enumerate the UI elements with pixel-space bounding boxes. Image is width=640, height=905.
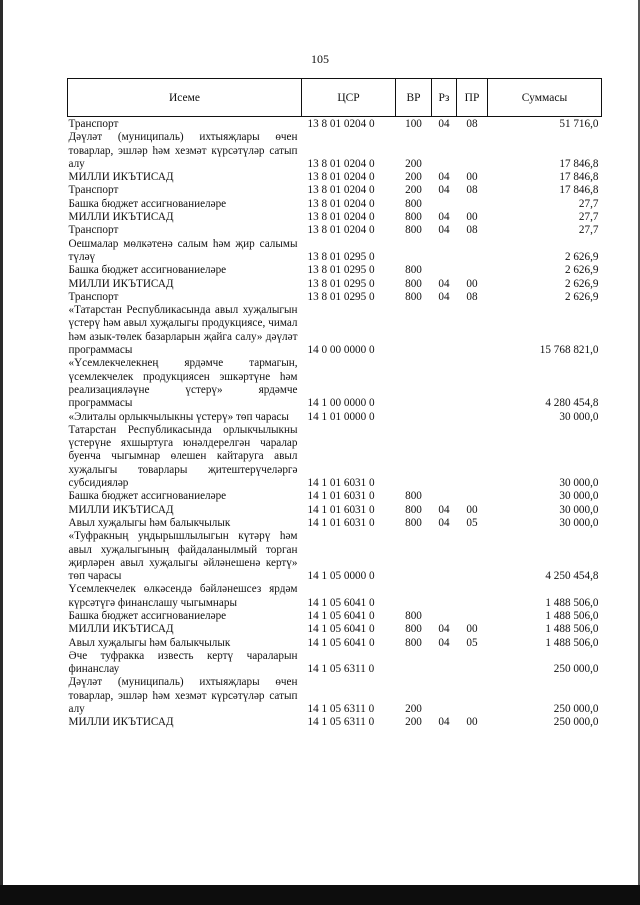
cell-vr: 800: [405, 623, 422, 636]
cell-name: Транспорт: [68, 290, 119, 303]
cell-name: Татарстан Республикасында орлыкчылыкны үстерүне яхшыртуга юнәлдерелгән чаралар буенча чыгымнар өлешен кайтаруга авыл хуҗалыгы товарлары җитештерүчеләргә субсидияләр: [68, 423, 298, 490]
table-row: [68, 530, 602, 583]
cell-pr: 08: [466, 224, 478, 237]
cell-sum: 27,7: [578, 211, 599, 224]
cell-pr: 00: [466, 277, 478, 290]
cell-rz: 04: [438, 184, 450, 197]
cell-csr: 13 8 01 0295 0: [307, 290, 375, 303]
header-pr: ПР: [457, 79, 488, 117]
header-csr: ЦСР: [302, 79, 396, 117]
table-row: [68, 238, 602, 265]
table-row: [68, 291, 602, 304]
cell-vr: 800: [405, 516, 422, 529]
cell-sum: 250 000,0: [553, 716, 599, 729]
cell-pr: [457, 238, 488, 265]
cell-sum: 2 626,9: [564, 250, 599, 263]
cell-vr: 800: [405, 277, 422, 290]
cell-pr: 00: [466, 503, 478, 516]
cell-csr: 14 1 05 6311 0: [307, 663, 375, 676]
cell-rz: 04: [438, 516, 450, 529]
cell-pr: [457, 583, 488, 610]
cell-rz: [432, 357, 457, 410]
cell-vr: 200: [405, 703, 422, 716]
cell-name: Авыл хуҗалыгы һәм балыкчылык: [68, 636, 231, 649]
table-row: [68, 184, 602, 197]
cell-vr: 800: [405, 290, 422, 303]
cell-rz: [432, 424, 457, 490]
cell-sum: 30 000,0: [559, 503, 599, 516]
cell-csr: 14 1 05 0000 0: [307, 570, 375, 583]
cell-pr: [457, 676, 488, 716]
cell-csr: 14 1 01 6031 0: [307, 490, 375, 503]
cell-rz: [432, 238, 457, 265]
cell-rz: 04: [438, 503, 450, 516]
cell-pr: 00: [466, 716, 478, 729]
cell-vr: 200: [405, 157, 422, 170]
cell-pr: 08: [466, 290, 478, 303]
cell-name: МИЛЛИ ИКЪТИСАД: [68, 503, 174, 516]
table-row: [68, 676, 602, 716]
cell-sum: 30 000,0: [559, 516, 599, 529]
table-row: [68, 264, 602, 277]
cell-rz: 04: [438, 623, 450, 636]
scan-edge-left: [0, 0, 3, 905]
cell-name: Транспорт: [68, 118, 119, 130]
cell-csr: 14 1 05 6041 0: [307, 623, 375, 636]
cell-name: Әче туфракка известь кертү чараларын финанслау: [68, 649, 298, 676]
cell-sum: 250 000,0: [553, 703, 599, 716]
cell-name: Дәүләт (муниципаль) ихтыяҗлары өчен товарлар, эшләр һәм хезмәт күрсәтүләр сатып алу: [68, 131, 298, 170]
cell-name: МИЛЛИ ИКЪТИСАД: [68, 277, 174, 290]
cell-rz: [432, 131, 457, 171]
table-row: [68, 411, 602, 424]
table-row: [68, 716, 602, 729]
cell-pr: 00: [466, 171, 478, 184]
table-row: [68, 357, 602, 410]
cell-name: «Татарстан Республикасында авыл хуҗалыгын үстерү һәм авыл хуҗалыгы продукциясе, чимал һәм азык-төлек базарларын җайга салу» дәүләт программасы: [68, 304, 298, 357]
cell-csr: 14 1 05 6041 0: [307, 596, 375, 609]
cell-name: «Туфракның уңдырышлылыгын күтәрү һәм авыл хуҗалыгының файдаланылмый торган җирләрен авыл хуҗалыгы әйләнешенә кертү» төп чарасы: [68, 530, 298, 583]
cell-csr: 13 8 01 0204 0: [307, 118, 375, 130]
cell-rz: 04: [438, 290, 450, 303]
cell-pr: 08: [466, 184, 478, 197]
cell-name: Үсемлекчелек өлкәсендә бәйләнешсез ярдәм күрсәтүгә финанслашу чыгымнары: [68, 583, 298, 609]
cell-sum: 4 250 454,8: [545, 570, 599, 583]
cell-vr: [396, 583, 432, 610]
cell-csr: 14 1 01 6031 0: [307, 503, 375, 516]
table-row: [68, 304, 602, 357]
cell-vr: 100: [405, 118, 422, 130]
cell-name: Дәүләт (муниципаль) ихтыяҗлары өчен товарлар, эшләр һәм хезмәт күрсәтүләр сатып алу: [68, 676, 298, 716]
cell-pr: 08: [466, 118, 478, 130]
table-row: [68, 623, 602, 636]
cell-sum: 4 280 454,8: [545, 397, 599, 410]
cell-name: «Үсемлекчелекнең ярдәмче тармагын, үсемлекчелек продукциясен эшкәртүне һәм реализацияләүне үстерү» ярдәмче программасы: [68, 357, 298, 410]
cell-csr: 13 8 01 0295 0: [307, 264, 375, 277]
cell-vr: 800: [405, 490, 422, 503]
cell-csr: 14 1 01 6031 0: [307, 516, 375, 529]
table-row: [68, 211, 602, 224]
cell-sum: 27,7: [578, 197, 599, 210]
cell-pr: 05: [466, 516, 478, 529]
cell-vr: 200: [405, 716, 422, 729]
cell-sum: 2 626,9: [564, 277, 599, 290]
cell-name: Башка бюджет ассигнованиеләре: [68, 609, 227, 622]
cell-rz: 04: [438, 224, 450, 237]
cell-sum: 30 000,0: [559, 410, 599, 423]
table-row: [68, 117, 602, 132]
cell-csr: 13 8 01 0204 0: [307, 171, 375, 184]
cell-vr: 200: [405, 171, 422, 184]
cell-sum: 1 488 506,0: [545, 609, 599, 622]
cell-sum: 27,7: [578, 224, 599, 237]
cell-vr: 800: [405, 503, 422, 516]
cell-vr: [396, 530, 432, 583]
table-row: [68, 504, 602, 517]
cell-name: Башка бюджет ассигнованиеләре: [68, 490, 227, 503]
cell-name: Транспорт: [68, 224, 119, 237]
table-row: [68, 198, 602, 211]
table-row: [68, 131, 602, 171]
header-sum: Суммасы: [488, 79, 602, 117]
cell-csr: 13 8 01 0295 0: [307, 250, 375, 263]
cell-name: Оешмалар мөлкәтенә салым һәм җир салымы түләү: [68, 237, 298, 263]
cell-rz: 04: [438, 118, 450, 130]
cell-sum: 17 846,8: [559, 184, 599, 197]
page-number: 105: [311, 52, 329, 66]
cell-pr: [457, 490, 488, 503]
cell-sum: 1 488 506,0: [545, 623, 599, 636]
cell-sum: 17 846,8: [559, 157, 599, 170]
cell-name: МИЛЛИ ИКЪТИСАД: [68, 623, 174, 636]
cell-pr: [457, 198, 488, 211]
cell-pr: 00: [466, 211, 478, 224]
cell-rz: 04: [438, 211, 450, 224]
table-row: [68, 650, 602, 677]
cell-pr: [457, 304, 488, 357]
cell-sum: 1 488 506,0: [545, 596, 599, 609]
cell-csr: 14 1 05 6041 0: [307, 609, 375, 622]
cell-csr: 13 8 01 0204 0: [307, 184, 375, 197]
cell-sum: 51 716,0: [559, 118, 599, 130]
cell-sum: 15 768 821,0: [539, 344, 599, 357]
cell-vr: 800: [405, 264, 422, 277]
table-row: [68, 583, 602, 610]
cell-csr: 13 8 01 0295 0: [307, 277, 375, 290]
cell-rz: [432, 264, 457, 277]
cell-vr: 800: [405, 609, 422, 622]
table-row: [68, 224, 602, 237]
cell-csr: 14 1 05 6311 0: [307, 703, 375, 716]
table-row: [68, 424, 602, 490]
cell-vr: [396, 357, 432, 410]
table-row: [68, 278, 602, 291]
cell-pr: [457, 264, 488, 277]
cell-vr: 800: [405, 224, 422, 237]
cell-rz: [432, 676, 457, 716]
cell-rz: [432, 411, 457, 424]
cell-name: МИЛЛИ ИКЪТИСАД: [68, 171, 174, 184]
cell-pr: [457, 131, 488, 171]
cell-csr: 13 8 01 0204 0: [307, 197, 375, 210]
cell-csr: 13 8 01 0204 0: [307, 157, 375, 170]
cell-csr: 13 8 01 0204 0: [307, 224, 375, 237]
table-row: [68, 171, 602, 184]
cell-rz: [432, 650, 457, 677]
cell-name: Башка бюджет ассигнованиеләре: [68, 264, 227, 277]
cell-vr: [396, 304, 432, 357]
cell-csr: 14 1 01 6031 0: [307, 477, 375, 490]
cell-vr: [396, 411, 432, 424]
cell-csr: 14 1 05 6041 0: [307, 636, 375, 649]
table-row: [68, 490, 602, 503]
cell-sum: 250 000,0: [553, 663, 599, 676]
cell-sum: 30 000,0: [559, 477, 599, 490]
cell-name: Транспорт: [68, 184, 119, 197]
cell-pr: [457, 424, 488, 490]
cell-csr: 14 0 00 0000 0: [307, 344, 375, 357]
cell-name: «Элиталы орлыкчылыкны үстерү» төп чарасы: [68, 410, 289, 423]
cell-pr: 05: [466, 636, 478, 649]
table-row: [68, 517, 602, 530]
cell-name: МИЛЛИ ИКЪТИСАД: [68, 716, 174, 729]
budget-table: [67, 78, 602, 730]
cell-sum: 2 626,9: [564, 290, 599, 303]
cell-rz: 04: [438, 716, 450, 729]
cell-sum: 17 846,8: [559, 171, 599, 184]
cell-name: Башка бюджет ассигнованиеләре: [68, 197, 227, 210]
cell-vr: 800: [405, 197, 422, 210]
cell-rz: 04: [438, 277, 450, 290]
cell-vr: 800: [405, 211, 422, 224]
cell-vr: 200: [405, 184, 422, 197]
cell-rz: 04: [438, 171, 450, 184]
cell-rz: [432, 304, 457, 357]
cell-name: МИЛЛИ ИКЪТИСАД: [68, 211, 174, 224]
cell-vr: [396, 650, 432, 677]
cell-pr: [457, 530, 488, 583]
cell-pr: [457, 610, 488, 623]
cell-csr: 13 8 01 0204 0: [307, 211, 375, 224]
cell-csr: 14 1 05 6311 0: [307, 716, 375, 729]
cell-vr: 800: [405, 636, 422, 649]
cell-rz: [432, 490, 457, 503]
cell-csr: 14 1 01 0000 0: [307, 410, 375, 423]
cell-vr: [396, 238, 432, 265]
cell-rz: [432, 530, 457, 583]
header-vr: ВР: [396, 79, 432, 117]
cell-sum: 30 000,0: [559, 490, 599, 503]
scan-edge-bottom: [0, 885, 640, 905]
cell-pr: [457, 411, 488, 424]
table-row: [68, 610, 602, 623]
cell-rz: [432, 583, 457, 610]
table-header-row: [68, 79, 602, 117]
cell-pr: [457, 357, 488, 410]
cell-rz: [432, 198, 457, 211]
cell-rz: [432, 610, 457, 623]
cell-name: Авыл хуҗалыгы һәм балыкчылык: [68, 516, 231, 529]
cell-rz: 04: [438, 636, 450, 649]
header-name: Исеме: [68, 79, 302, 117]
cell-sum: 1 488 506,0: [545, 636, 599, 649]
header-rz: Рз: [432, 79, 457, 117]
cell-csr: 14 1 00 0000 0: [307, 397, 375, 410]
table-row: [68, 637, 602, 650]
table-body: [68, 117, 602, 730]
cell-sum: 2 626,9: [564, 264, 599, 277]
cell-vr: [396, 424, 432, 490]
cell-pr: [457, 650, 488, 677]
cell-pr: 00: [466, 623, 478, 636]
